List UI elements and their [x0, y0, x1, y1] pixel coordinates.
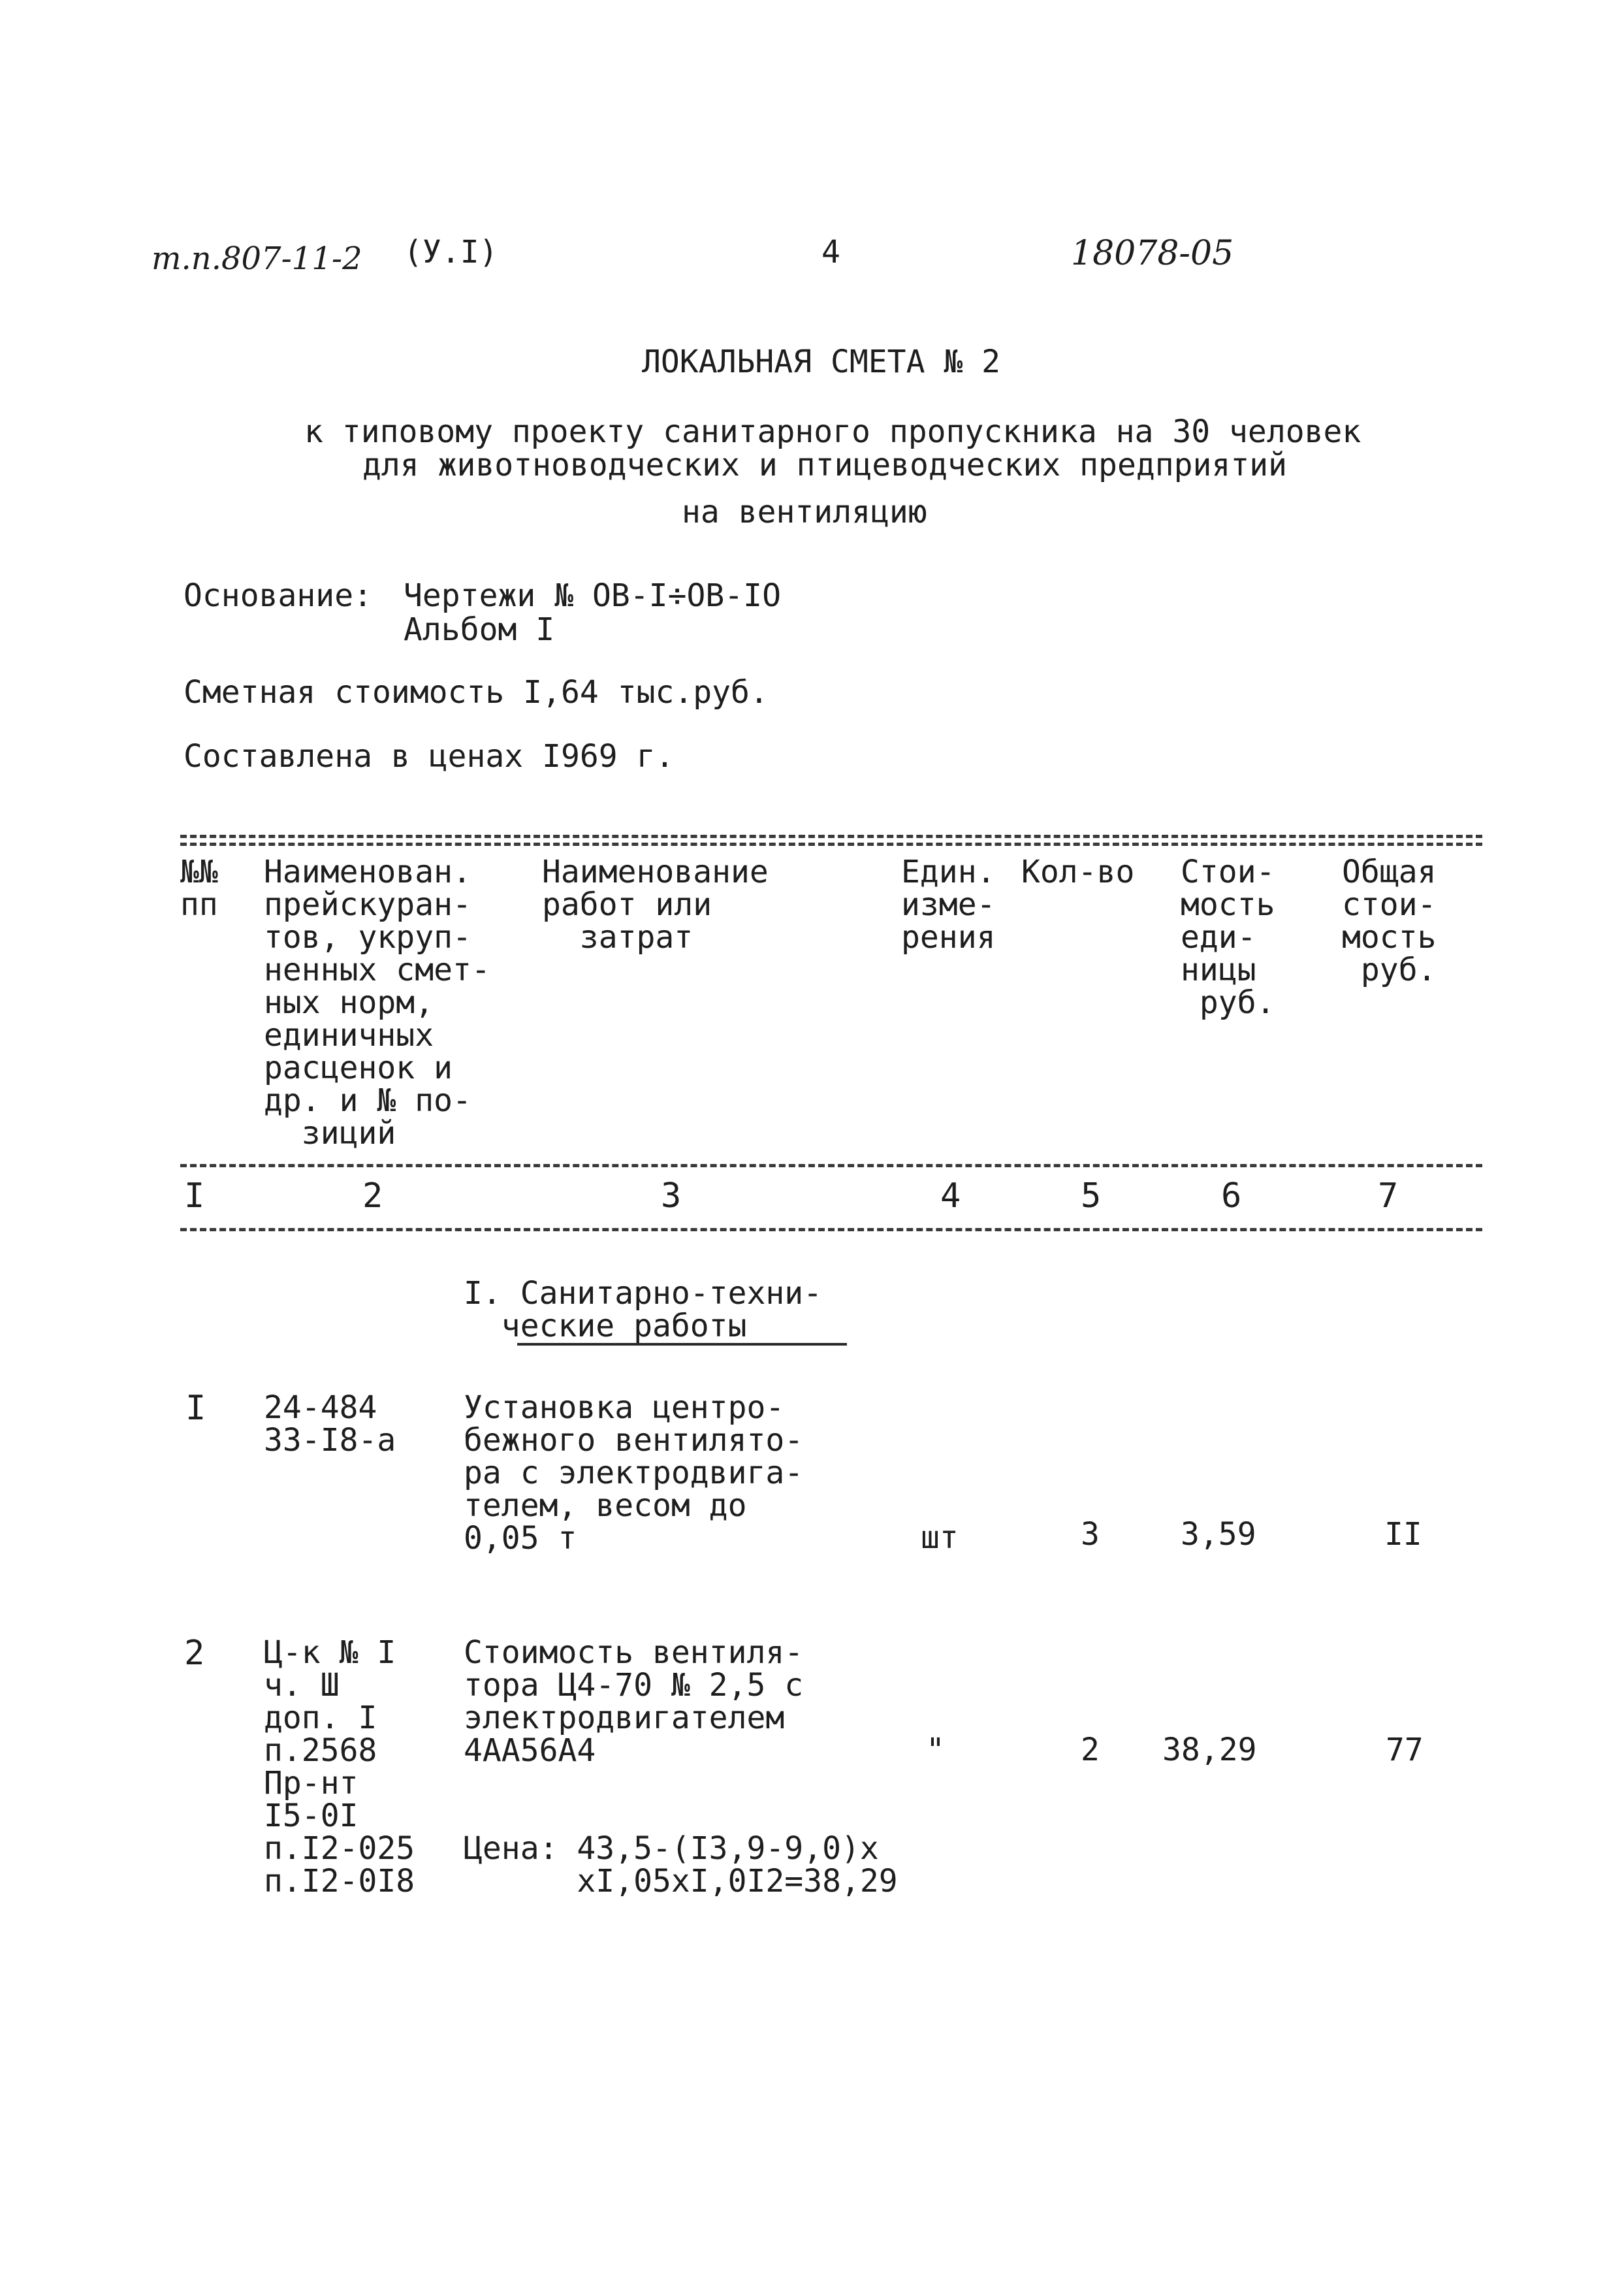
- header-col-5: Кол-во: [1021, 854, 1135, 890]
- column-number-3: 3: [661, 1176, 682, 1216]
- column-number-4: 4: [940, 1176, 961, 1216]
- header-col-1: №№ пп: [180, 854, 218, 923]
- table-top-rule-2: [180, 843, 1482, 846]
- row-2-number: 2: [184, 1634, 205, 1673]
- section-title: I. Санитарно-техни- ческие работы: [464, 1275, 823, 1344]
- row-1-total: II: [1384, 1516, 1422, 1553]
- row-1-code: 24-484 33-I8-а: [264, 1389, 396, 1459]
- row-2-unit: ": [926, 1732, 945, 1768]
- title-line-2: для животноводческих и птицеводческих предприятий: [362, 447, 1288, 483]
- row-2-price-formula: Цена: 43,5-(I3,9-9,0)х хI,05хI,0I2=38,29: [464, 1830, 898, 1899]
- title-line-3: на вентиляцию: [682, 494, 927, 530]
- row-1-number: I: [185, 1389, 206, 1428]
- row-2-code: Ц-к № I ч. Ш доп. I п.2568 Пр-нт I5-0I п.I2-025 п.I2-0I8: [264, 1634, 415, 1899]
- column-numbers-top-rule: [180, 1164, 1482, 1167]
- column-number-6: 6: [1221, 1176, 1242, 1216]
- estimate-title: ЛОКАЛЬНАЯ СМЕТА № 2: [642, 344, 1001, 380]
- row-1-price: 3,59: [1181, 1516, 1256, 1553]
- header-col-2: Наименован. прейскуран- тов, укруп- ненных смет- ных норм, единичных расценок и др. и № по- зиций: [264, 854, 490, 1152]
- document-number: 18078-05: [1071, 234, 1234, 273]
- row-2-price: 38,29: [1162, 1732, 1257, 1768]
- page-number: 4: [821, 234, 840, 270]
- row-2-total: 77: [1386, 1732, 1424, 1768]
- header-col-3: Наименование работ или затрат: [542, 854, 769, 956]
- row-1-qty: 3: [1081, 1516, 1100, 1553]
- row-1-name: Установка центро- бежного вентилято- ра с электродвига- телем, весом до 0,05 т: [464, 1389, 804, 1557]
- basis-label: Основание:: [183, 577, 372, 614]
- row-2-name: Стоимость вентиля- тора Ц4-70 № 2,5 с электродвигателем 4АА56А4: [464, 1634, 804, 1769]
- column-number-5: 5: [1081, 1176, 1102, 1216]
- table-top-rule: [180, 835, 1482, 838]
- column-number-7: 7: [1378, 1176, 1399, 1216]
- album-label: Альбом I: [404, 611, 555, 648]
- volume-label: (У.I): [404, 234, 498, 270]
- price-basis: Составлена в ценах I969 г.: [183, 738, 675, 775]
- row-1-unit: шт: [921, 1519, 959, 1556]
- header-col-7: Общая стои- мость руб.: [1342, 854, 1437, 988]
- column-numbers-bottom-rule: [180, 1228, 1482, 1231]
- basis-value: Чертежи № ОВ-I÷ОВ-IO: [404, 577, 781, 614]
- column-number-2: 2: [362, 1176, 383, 1216]
- title-line-1: к типовому проекту санитарного пропускника на 30 человек: [304, 413, 1361, 450]
- header-col-6: Стои- мость еди- ницы руб.: [1181, 854, 1275, 1021]
- project-code: т.п.807-11-2: [151, 240, 362, 277]
- section-title-underline: [517, 1343, 847, 1346]
- estimated-cost: Сметная стоимость I,64 тыс.руб.: [183, 674, 769, 711]
- column-number-1: I: [184, 1176, 205, 1216]
- header-col-4: Един. изме- рения: [901, 854, 996, 956]
- row-2-qty: 2: [1081, 1732, 1100, 1768]
